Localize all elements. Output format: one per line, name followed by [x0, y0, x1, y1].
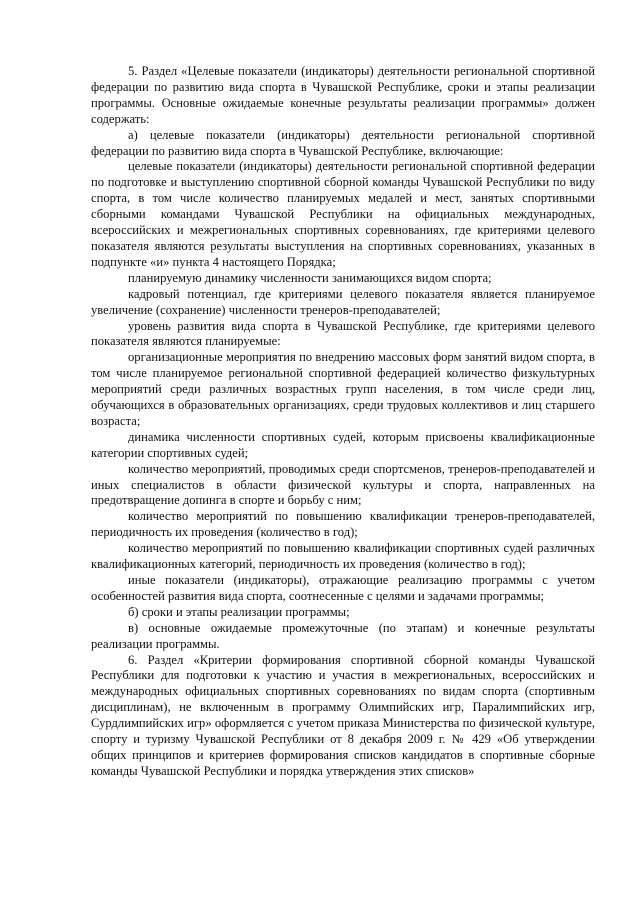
paragraph-item-a: а) целевые показатели (индикаторы) деятельности региональной спортивной федерации по развитию вида спорта в Чувашской Республике, включающие:	[91, 127, 595, 158]
paragraph-team-indicators: целевые показатели (индикаторы) деятельности региональной спортивной федерации по подготовке и выступлению спортивной сборной команды Чувашской Республики по виду спорта, в том числе количество планируемых медалей и мест, занятых спортивными сборными командами Чувашской Республики на официальных международных, всероссийских и межрегиональных спортивных соревнованиях, где критериями целевого показателя являются результаты выступления на спортивных соревнованиях, указанных в подпункте «и» пункта 4 настоящего Порядка;	[91, 159, 595, 269]
paragraph-coach-training: количество мероприятий по повышению квалификации тренеров-преподавателей, периодичность их проведения (количество в год);	[91, 509, 595, 540]
paragraph-judge-training: количество мероприятий по повышению квалификации спортивных судей различных квалификационных категорий, периодичность их проведения (количество в год);	[91, 541, 595, 572]
paragraph-section-6: 6. Раздел «Критерии формирования спортивной сборной команды Чувашской Республики для подготовки к участию и участия в межрегиональных, всероссийских и международных официальных спортивных соревнованиях по видам спорта (спортивным дисциплинам), не включенным в программу Олимпийских игр, Паралимпийских игр, Сурдлимпийских игр» оформляется с учетом приказа Министерства по физической культуре, спорту и туризму Чувашской Республики от 8 декабря 2009 г. № 429 «Об утверждении общих принципов и критериев формирования списков кандидатов в спортивные сборные команды Чувашской Республики и порядка утверждения этих списков»	[91, 652, 595, 778]
paragraph-staff-potential: кадровый потенциал, где критериями целевого показателя является планируемое увеличение (сохранение) численности тренеров-преподавателей;	[91, 286, 595, 317]
paragraph-participants-dynamics: планируемую динамику численности занимающихся видом спорта;	[128, 270, 492, 285]
paragraph-other-indicators: иные показатели (индикаторы), отражающие реализацию программы с учетом особенностей развития вида спорта, соотнесенные с целями и задачами программы;	[91, 573, 595, 603]
paragraph-item-v: в) основные ожидаемые промежуточные (по этапам) и конечные результаты реализации программы.	[91, 620, 595, 651]
paragraph-item-b: б) сроки и этапы реализации программы;	[128, 604, 350, 619]
document-page	[91, 64, 595, 780]
paragraph-organizational-measures: организационные мероприятия по внедрению массовых форм занятий видом спорта, в том числе планируемое региональной спортивной федерацией количество физкультурных мероприятий среди различных возрастных групп населения, в том числе среди лиц, обучающихся в образовательных организациях, среди трудовых коллективов и лиц старшего возраста;	[91, 350, 595, 428]
paragraph-judges-dynamics: динамика численности спортивных судей, которым присвоены квалификационные категории спортивных судей;	[91, 429, 595, 460]
paragraph-anti-doping: количество мероприятий, проводимых среди спортсменов, тренеров-преподавателей и иных специалистов в области физической культуры и спорта, направленных на предотвращение допинга в спорте и борьбу с ним;	[91, 461, 595, 508]
paragraph-section-5-intro: 5. Раздел «Целевые показатели (индикаторы) деятельности региональной спортивной федерации по развитию вида спорта в Чувашской Республике, сроки и этапы реализации программы. Основные ожидаемые конечные результаты реализации программы» должен содержать:	[91, 64, 595, 126]
paragraph-development-level: уровень развития вида спорта в Чувашской Республике, где критериями целевого показателя являются планируемые:	[91, 318, 595, 349]
